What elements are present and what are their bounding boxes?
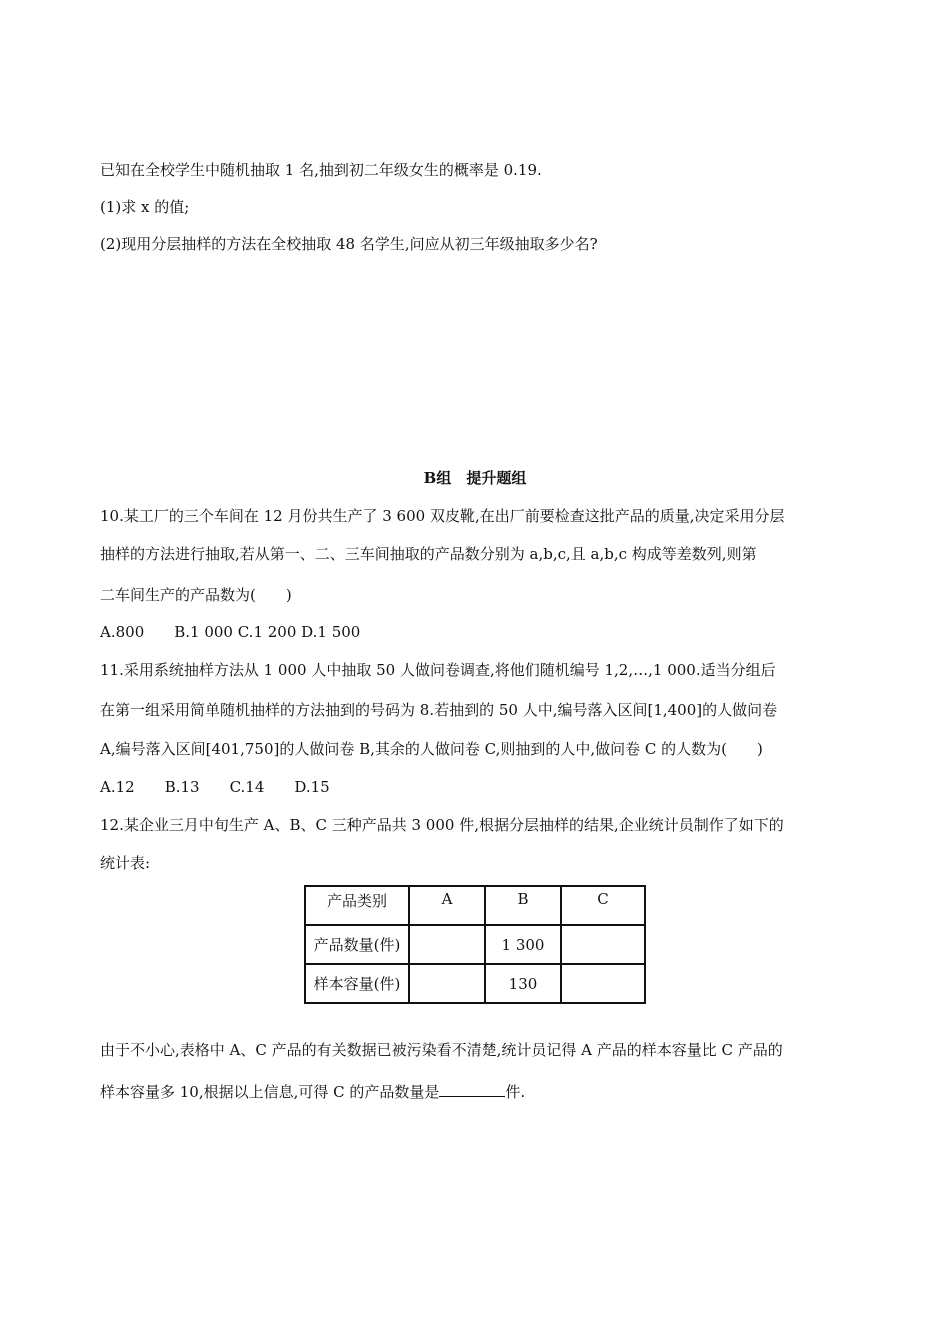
q12-after-line2 <box>100 1082 525 1102</box>
table-cell <box>561 964 645 1003</box>
q10-line3: 二车间生产的产品数为( ) <box>100 586 292 604</box>
statistics-table <box>304 885 646 1004</box>
table-row <box>305 925 645 964</box>
table-header-cell: 产品类别 <box>305 886 409 925</box>
q10-options: A.800 B.1 000 C.1 200 D.1 500 <box>100 623 361 641</box>
q9-part2: (2)现用分层抽样的方法在全校抽取 48 名学生,问应从初三年级抽取多少名? <box>100 235 598 253</box>
table-header-cell: C <box>561 886 645 925</box>
q12-line1: 12.某企业三月中旬生产 A、B、C 三种产品共 3 000 件,根据分层抽样的结果,企业统计员制作了如下的 <box>100 816 784 834</box>
section-title: B组 提升题组 <box>423 469 527 487</box>
table-cell: 1 300 <box>485 925 561 964</box>
table-header-cell: A <box>409 886 485 925</box>
q10-line2: 抽样的方法进行抽取,若从第一、二、三车间抽取的产品数分别为 a,b,c,且 a,b,c 构成等差数列,则第 <box>100 545 757 563</box>
q9-text-line: 已知在全校学生中随机抽取 1 名,抽到初二年级女生的概率是 0.19. <box>100 161 542 179</box>
q12-line2: 统计表: <box>100 854 151 872</box>
answer-blank <box>439 1082 505 1097</box>
table-cell: 样本容量(件) <box>305 964 409 1003</box>
table-cell <box>409 964 485 1003</box>
q11-line3: A,编号落入区间[401,750]的人做问卷 B,其余的人做问卷 C,则抽到的人中,做问卷 C 的人数为( ) <box>100 740 763 758</box>
table-header-cell: B <box>485 886 561 925</box>
q10-line1: 10.某工厂的三个车间在 12 月份共生产了 3 600 双皮靴,在出厂前要检查这批产品的质量,决定采用分层 <box>100 507 785 525</box>
table-cell <box>409 925 485 964</box>
q12-after-suffix: 件. <box>505 1083 526 1101</box>
q11-line1: 11.采用系统抽样方法从 1 000 人中抽取 50 人做问卷调查,将他们随机编号 1,2,…,1 000.适当分组后 <box>100 661 776 679</box>
q11-line2: 在第一组采用简单随机抽样的方法抽到的号码为 8.若抽到的 50 人中,编号落入区间[1,400]的人做问卷 <box>100 701 778 719</box>
q9-part1: (1)求 x 的值; <box>100 198 190 216</box>
table-cell: 产品数量(件) <box>305 925 409 964</box>
table-cell: 130 <box>485 964 561 1003</box>
q12-after-text: 样本容量多 10,根据以上信息,可得 C 的产品数量是 <box>100 1083 440 1101</box>
q12-after-line1: 由于不小心,表格中 A、C 产品的有关数据已被污染看不清楚,统计员记得 A 产品的样本容量比 C 产品的 <box>100 1041 783 1059</box>
table-cell <box>561 925 645 964</box>
table-row <box>305 964 645 1003</box>
q11-options: A.12 B.13 C.14 D.15 <box>100 778 330 796</box>
table-header-row <box>305 886 645 925</box>
